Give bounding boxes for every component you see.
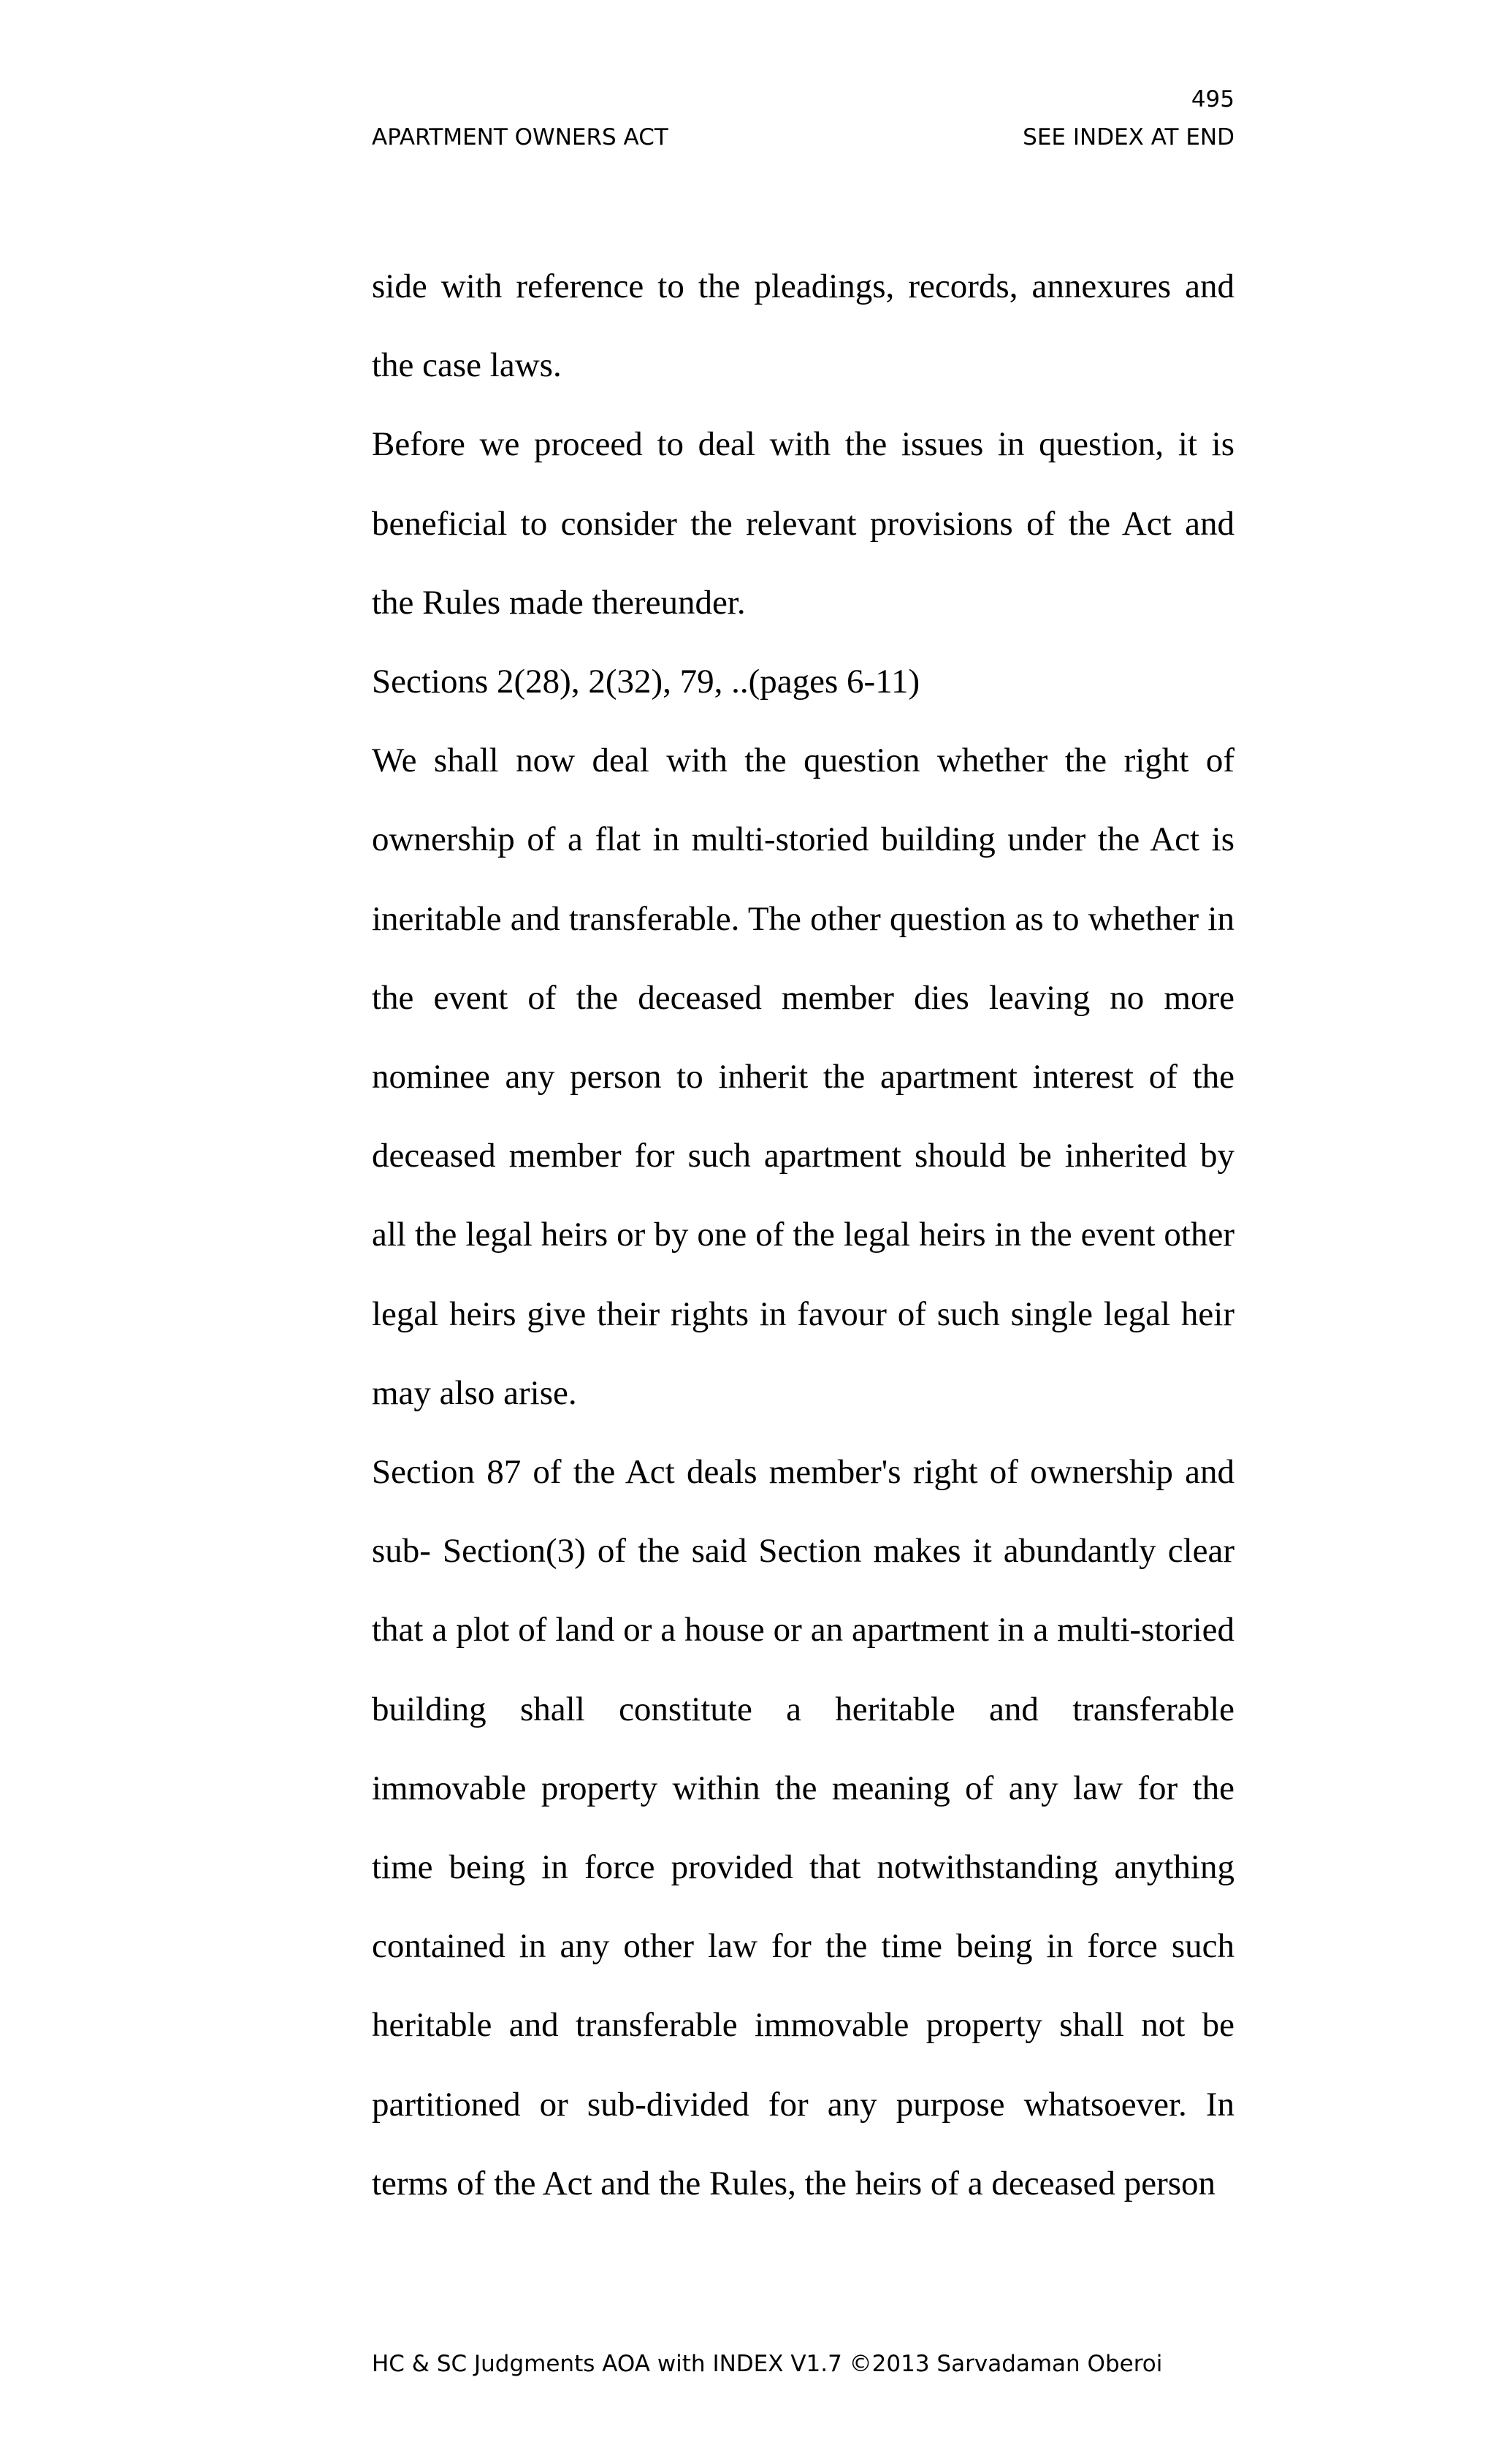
footer-copyright: HC & SC Judgments AOA with INDEX V1.7 ©2013 Sarvadaman Oberoi bbox=[372, 2351, 1163, 2377]
paragraph: side with reference to the pleadings, records, annexures and the case laws. bbox=[372, 267, 1234, 385]
running-head bbox=[372, 124, 1234, 150]
paragraph: Before we proceed to deal with the issues in question, it is beneficial to consider the relevant provisions of the Act and the Rules made thereunder. bbox=[372, 425, 1234, 622]
paragraph: We shall now deal with the question whether the right of ownership of a flat in multi-storied building under the Act is ineritable and transferable. The other question as to whether in the event of the deceased member dies leaving no more nominee any person to inherit the apartment interest of the deceased member for such apartment should be inherited by all the legal heirs or by one of the legal heirs in the event other legal heirs give their rights in favour of such single legal heir may also arise. bbox=[372, 741, 1234, 1412]
paragraph: Section 87 of the Act deals member's right of ownership and sub- Section(3) of the said Section makes it abundantly clear that a plot of land or a house or an apartment in a multi-storied building shall constitute a heritable and transferable immovable property within the meaning of any law for the time being in force provided that notwithstanding anything contained in any other law for the time being in force such heritable and transferable immovable property shall not be partitioned or sub-divided for any purpose whatsoever. In terms of the Act and the Rules, the heirs of a deceased person bbox=[372, 1453, 1234, 2202]
section-reference: Sections 2(28), 2(32), 79, ..(pages 6-11) bbox=[372, 663, 920, 701]
running-head-title: APARTMENT OWNERS ACT bbox=[372, 124, 668, 150]
body-text bbox=[372, 247, 1234, 2223]
running-head-index-note: SEE INDEX AT END bbox=[1023, 124, 1234, 150]
page-number: 495 bbox=[1191, 86, 1234, 112]
